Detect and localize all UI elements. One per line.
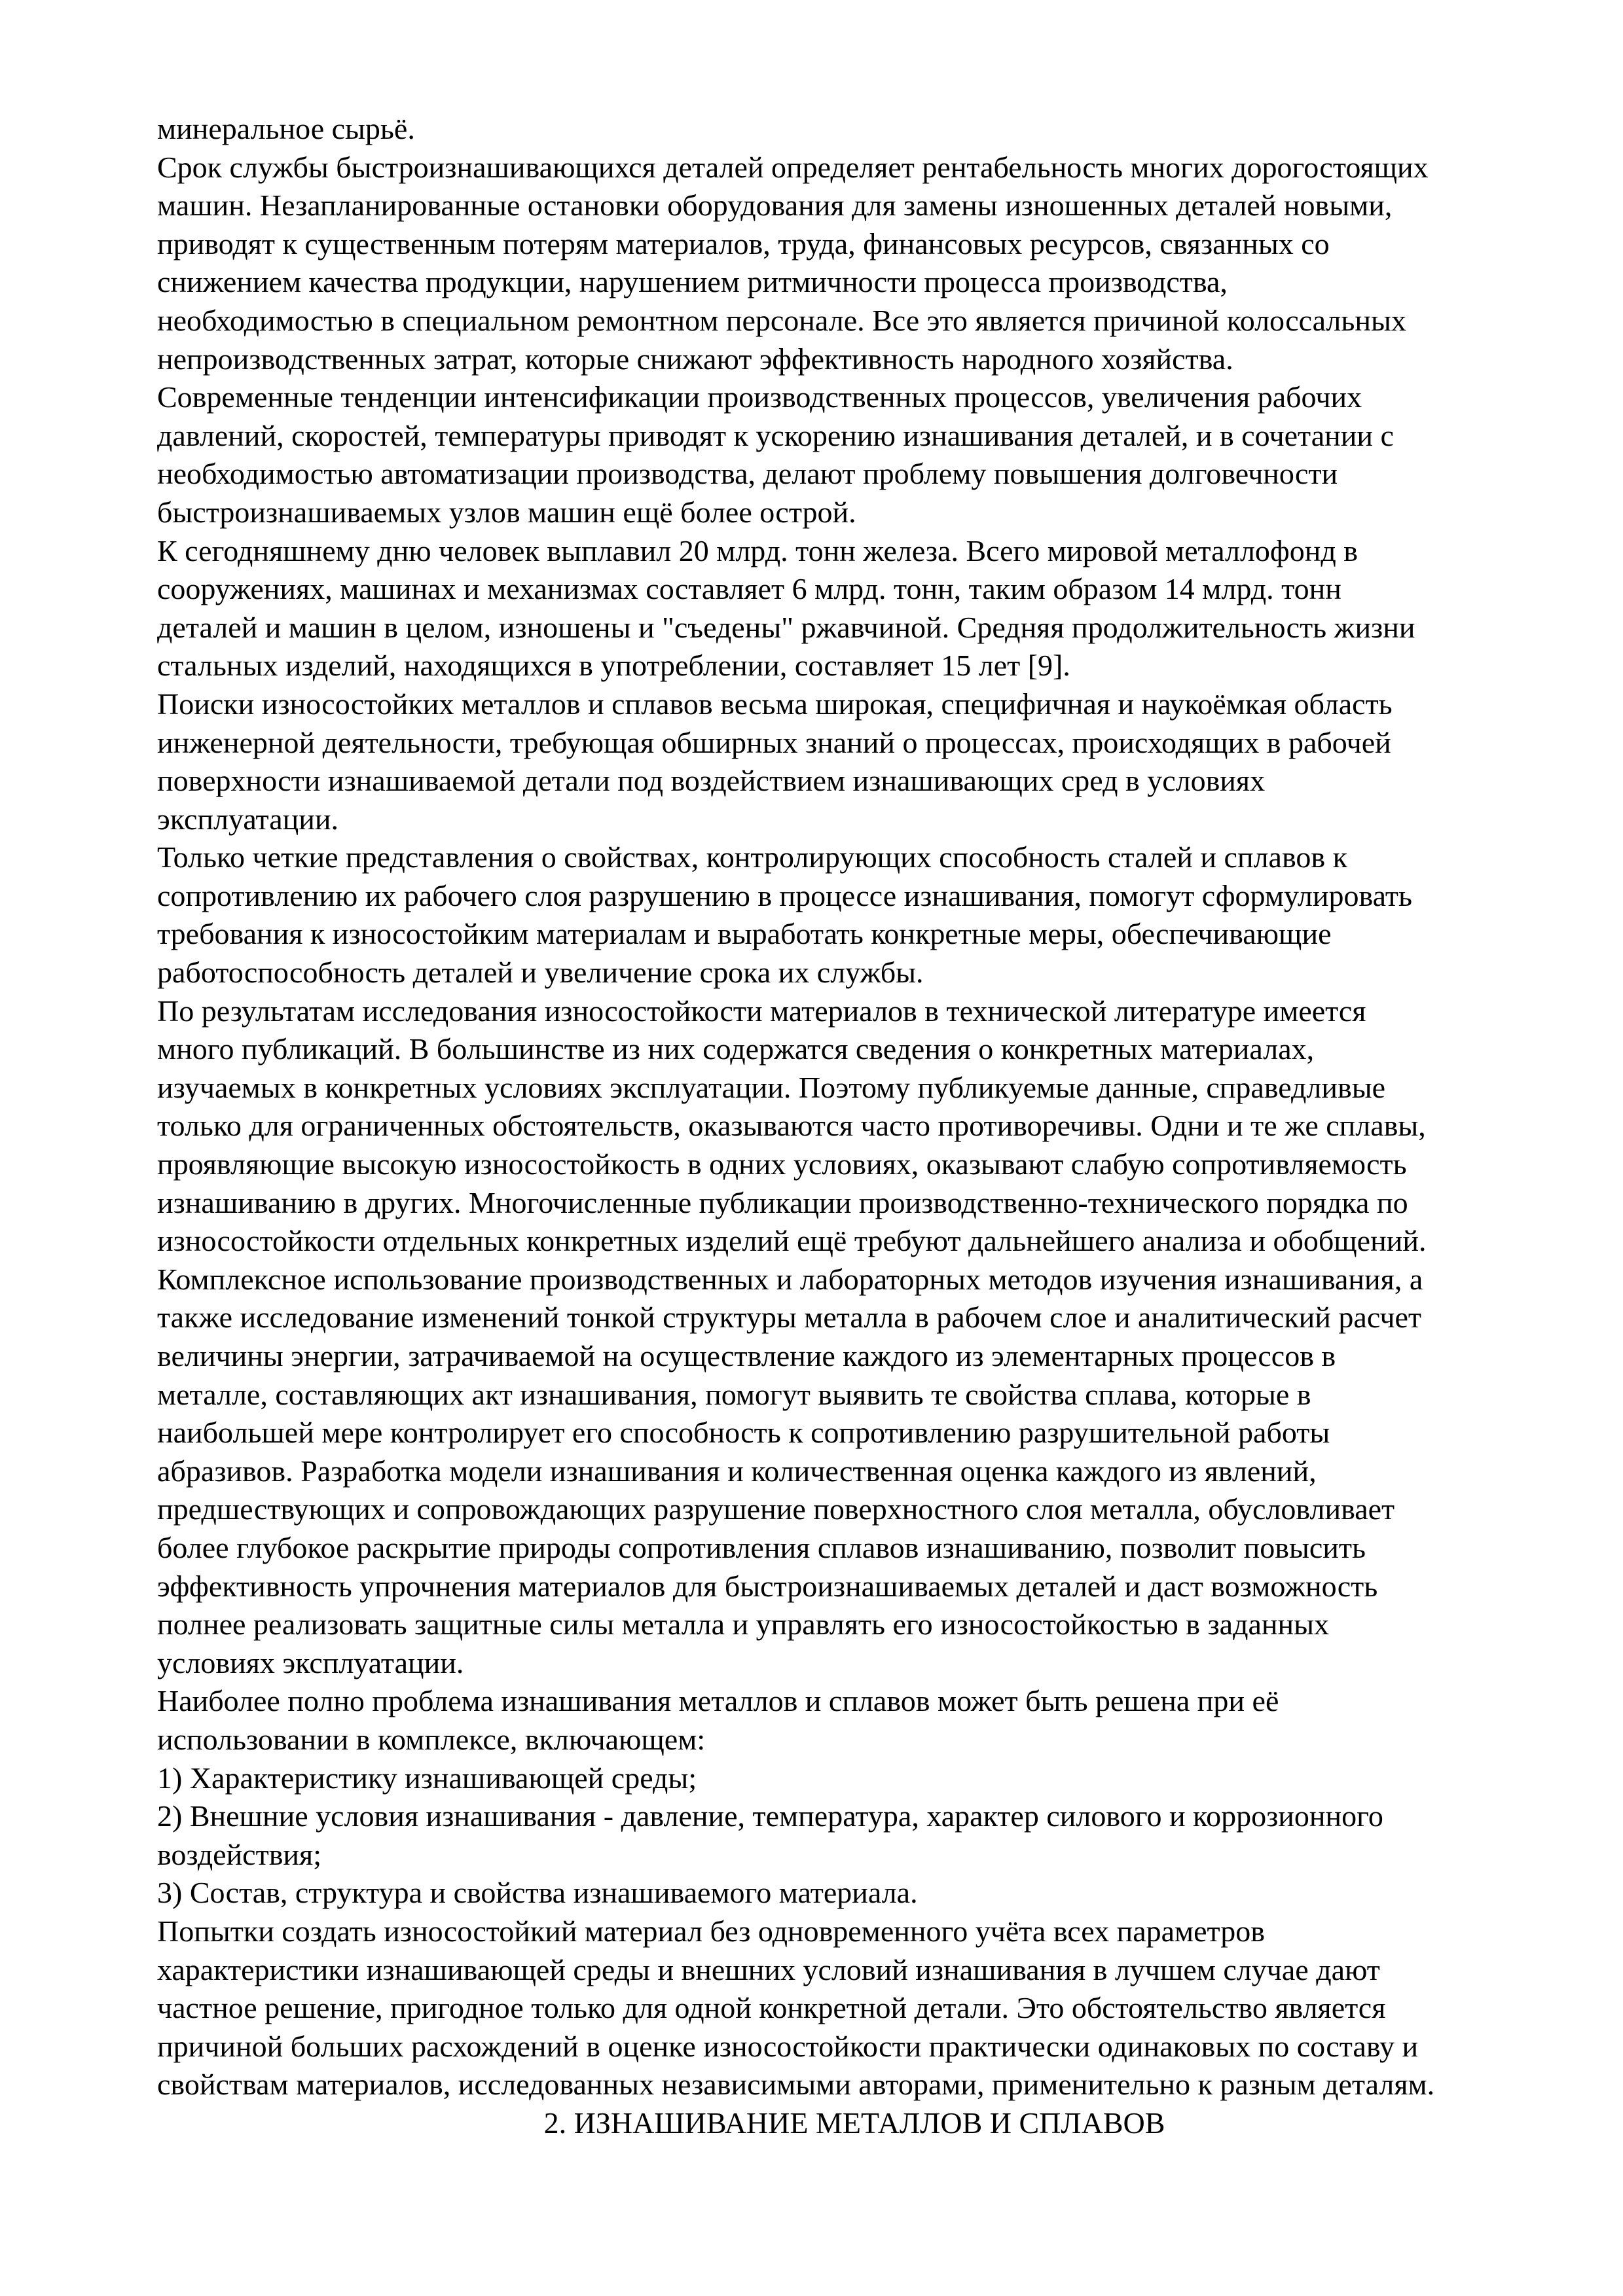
text-line: деталей и машин в целом, изношены и "съедены" ржавчиной. Средняя продолжительность жизни: [157, 610, 1415, 644]
text-line: эффективность упрочнения материалов для быстроизнашиваемых деталей и даст возможность: [157, 1569, 1378, 1603]
text-line: изучаемых в конкретных условиях эксплуатации. Поэтому публикуемые данные, справедливые: [157, 1070, 1386, 1104]
paragraph: [157, 149, 1552, 379]
paragraph: [157, 992, 1552, 1261]
text-line: полнее реализовать защитные силы металла и управлять его износостойкостью в заданных: [157, 1607, 1330, 1641]
text-line: проявляющие высокую износостойкость в одних условиях, оказывают слабую сопротивляемость: [157, 1147, 1407, 1181]
text-line: необходимостью в специальном ремонтном персонале. Все это является причиной колоссальных: [157, 303, 1406, 337]
text-line: Поиски износостойких металлов и сплавов весьма широкая, специфичная и наукоёмкая область: [157, 687, 1393, 721]
text-line: По результатам исследования износостойкости материалов в технической литературе имеется: [157, 994, 1366, 1028]
paragraph: [157, 110, 1552, 149]
text-line: быстроизнашиваемых узлов машин ещё более острой.: [157, 495, 856, 529]
text-line: давлений, скоростей, температуры приводят к ускорению изнашивания деталей, и в сочетании с: [157, 418, 1394, 452]
text-line: металле, составляющих акт изнашивания, помогут выявить те свойства сплава, которые в: [157, 1377, 1311, 1411]
paragraph: [157, 1261, 1552, 1683]
text-line: предшествующих и сопровождающих разрушение поверхностного слоя металла, обусловливает: [157, 1492, 1395, 1526]
text-line: 1) Характеристику изнашивающей среды;: [157, 1761, 697, 1795]
text-line: только для ограниченных обстоятельств, оказываются часто противоречивы. Одни и те же сплавы,: [157, 1109, 1426, 1143]
text-line: снижением качества продукции, нарушением ритмичности процесса производства,: [157, 265, 1228, 299]
text-line: минеральное сырьё.: [157, 112, 415, 145]
text-line: характеристики изнашивающей среды и внешних условий изнашивания в лучшем случае дают: [157, 1952, 1380, 1986]
text-line: 3) Состав, структура и свойства изнашиваемого материала.: [157, 1876, 918, 1910]
paragraph: [157, 1797, 1552, 1874]
text-line: Срок службы быстроизнашивающихся деталей определяет рентабельность многих дорогостоящих: [157, 150, 1429, 184]
text-line: износостойкости отдельных конкретных изделий ещё требуют дальнейшего анализа и обобщений.: [157, 1224, 1427, 1258]
document-page: [157, 110, 1552, 2142]
text-line: воздействия;: [157, 1837, 321, 1871]
text-line: К сегодняшнему дню человек выплавил 20 млрд. тонн железа. Всего мировой металлофонд в: [157, 533, 1358, 567]
text-line: наибольшей мере контролирует его способность к сопротивлению разрушительной работы: [157, 1416, 1330, 1450]
text-line: частное решение, пригодное только для одной конкретной детали. Это обстоятельство является: [157, 1991, 1386, 2025]
text-line: причиной больших расхождений в оценке износостойкости практически одинаковых по составу и: [157, 2029, 1419, 2063]
text-line: Наиболее полно проблема изнашивания металлов и сплавов может быть решена при её: [157, 1684, 1279, 1718]
text-line: величины энергии, затрачиваемой на осуществление каждого из элементарных процессов в: [157, 1339, 1336, 1372]
text-line: Современные тенденции интенсификации производственных процессов, увеличения рабочих: [157, 380, 1362, 414]
text-line: также исследование изменений тонкой структуры металла в рабочем слое и аналитический расчет: [157, 1300, 1421, 1335]
document-body: [157, 110, 1552, 2104]
text-line: много публикаций. В большинстве из них содержатся сведения о конкретных материалах,: [157, 1032, 1315, 1066]
text-line: абразивов. Разработка модели изнашивания и количественная оценка каждого из явлений,: [157, 1454, 1317, 1488]
text-line: поверхности изнашиваемой детали под воздействием изнашивающих сред в условиях: [157, 764, 1266, 798]
text-line: условиях эксплуатации.: [157, 1645, 464, 1679]
text-line: приводят к существенным потерям материалов, труда, финансовых ресурсов, связанных со: [157, 226, 1330, 260]
text-line: Комплексное использование производственных и лабораторных методов изучения изнашивания, а: [157, 1262, 1423, 1296]
text-line: стальных изделий, находящихся в употреблении, составляет 15 лет [9].: [157, 649, 1070, 683]
text-line: необходимостью автоматизации производства, делают проблему повышения долговечности: [157, 457, 1338, 491]
text-line: требования к износостойким материалам и выработать конкретные меры, обеспечивающие: [157, 917, 1332, 951]
paragraph: [157, 1874, 1552, 1912]
text-line: свойствам материалов, исследованных независимыми авторами, применительно к разным деталям.: [157, 2068, 1435, 2102]
text-line: Только четкие представления о свойствах, контролирующих способность сталей и сплавов к: [157, 840, 1347, 874]
text-line: сопротивлению их рабочего слоя разрушению в процессе изнашивания, помогут сформулировать: [157, 878, 1412, 912]
paragraph: [157, 532, 1552, 685]
paragraph: [157, 1759, 1552, 1798]
text-line: работоспособность деталей и увеличение срока их службы.: [157, 956, 924, 990]
paragraph: [157, 378, 1552, 531]
text-line: изнашиванию в других. Многочисленные публикации производственно-технического порядка по: [157, 1185, 1408, 1219]
text-line: машин. Незапланированные остановки оборудования для замены изношенных деталей новыми,: [157, 188, 1393, 223]
paragraph: [157, 685, 1552, 838]
paragraph: [157, 1682, 1552, 1759]
text-line: более глубокое раскрытие природы сопротивления сплавов изнашиванию, позволит повысить: [157, 1530, 1366, 1564]
text-line: использовании в комплексе, включающем:: [157, 1722, 706, 1756]
text-line: сооружениях, машинах и механизмах составляет 6 млрд. тонн, таким образом 14 млрд. тонн: [157, 572, 1341, 606]
section-heading: 2. ИЗНАШИВАНИЕ МЕТАЛЛОВ И СПЛАВОВ: [543, 2106, 1165, 2140]
text-line: эксплуатации.: [157, 802, 338, 836]
paragraph: [157, 1912, 1552, 2104]
text-line: Попытки создать износостойкий материал без одновременного учёта всех параметров: [157, 1914, 1265, 1948]
text-line: инженерной деятельности, требующая обширных знаний о процессах, происходящих в рабочей: [157, 725, 1391, 759]
paragraph: [157, 838, 1552, 992]
text-line: 2) Внешние условия изнашивания - давление, температура, характер силового и коррозионного: [157, 1799, 1383, 1833]
text-line: непроизводственных затрат, которые снижают эффективность народного хозяйства.: [157, 342, 1233, 376]
